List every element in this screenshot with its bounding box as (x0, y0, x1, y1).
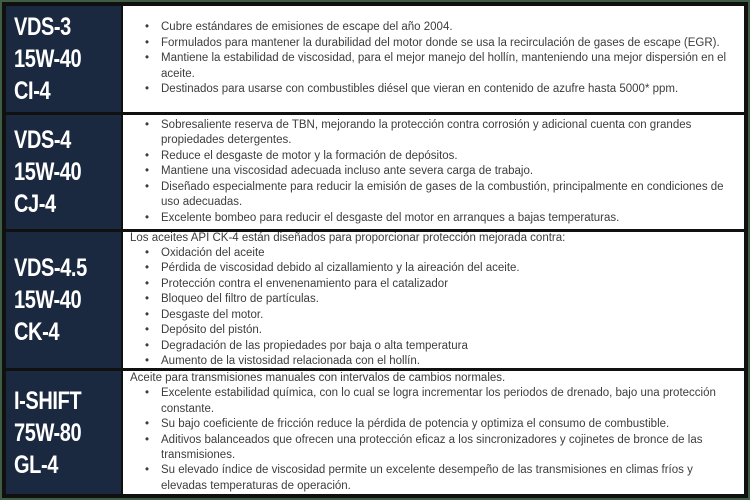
product-cell-ishift (6, 371, 123, 494)
bullet-item: • Mantiene una viscosidad adecuada incluso ante severa carga de trabajo. (130, 164, 734, 179)
bullet-item: • Destinados para usarse con combustibles diésel que vieran en contenido de azufre hasta 5000* ppm. (130, 82, 734, 97)
table-row-vds3 (6, 6, 744, 115)
product-label-line: 15W-40 (14, 158, 82, 186)
bullet-item: • Excelente estabilidad química, con lo cual se logra incrementar los periodos de drenado, bajo una protección constante. (130, 386, 734, 417)
bullet-item: • Desgaste del motor. (130, 308, 734, 323)
bullet-item: • Protección contra el envenenamiento para el catalizador (130, 277, 734, 292)
bullet-item: • Depósito del pistón. (130, 323, 734, 338)
bullet-item: • Mantiene la estabilidad de viscosidad, para el mejor manejo del hollín, manteniendo una mejor dispersión en el aceite. (130, 51, 734, 82)
product-label-line: 15W-40 (14, 45, 82, 73)
product-cell-vds4 (6, 115, 123, 229)
bullet-item: • Su elevado índice de viscosidad permite un excelente desempeño de las transmisiones en climas fríos y elevadas temperaturas de operación. (130, 463, 734, 494)
product-label-line: VDS-3 (14, 13, 71, 41)
bullet-list (130, 386, 734, 494)
product-label-line: CK-4 (14, 318, 60, 346)
description-cell-ishift (123, 371, 744, 494)
bullet-item: • Aditivos balanceados que ofrecen una protección eficaz a los sincronizadores y cojinetes de bronce de las transmisiones. (130, 433, 734, 464)
bullet-list (130, 246, 734, 369)
bullet-item: • Pérdida de viscosidad debido al cizallamiento y la aireación del aceite. (130, 261, 734, 276)
product-label-line: VDS-4 (14, 126, 71, 154)
row-intro: Los aceites API CK-4 están diseñados para proporcionar protección mejorada contra: (130, 232, 566, 244)
description-cell-vds45 (123, 232, 744, 368)
bullet-item: • Aumento de la vistosidad relacionada con el hollín. (130, 354, 734, 369)
description-cell-vds3 (123, 6, 744, 112)
bullet-item: • Oxidación del aceite (130, 246, 734, 261)
product-label-line: CI-4 (14, 77, 51, 105)
product-label-line: I-SHIFT (14, 386, 82, 415)
table-row-vds4 (6, 115, 744, 232)
product-label-line: CJ-4 (14, 190, 56, 218)
description-cell-vds4 (123, 115, 744, 229)
bullet-item: • Sobresaliente reserva de TBN, mejorando la protección contra corrosión y adicional cuenta con grandes propiedades detergentes. (130, 118, 734, 149)
bullet-list (130, 118, 734, 226)
bullet-item: • Degradación de las propiedades por baja o alta temperatura (130, 339, 734, 354)
table-row-vds45 (6, 232, 744, 371)
row-intro: Aceite para transmisiones manuales con intervalos de cambios normales. (130, 371, 506, 384)
bullet-item: • Formulados para mantener la durabilidad del motor donde se usa la recirculación de gases de escape (EGR). (130, 36, 734, 51)
bullet-item: • Diseñado especialmente para reducir la emisión de gases de la combustión, principalmente en condiciones de uso adecuadas. (130, 180, 734, 211)
product-label-line: 75W-80 (14, 418, 82, 447)
bullet-item: • Bloqueo del filtro de partículas. (130, 292, 734, 307)
bullet-item: • Cubre estándares de emisiones de escape del año 2004. (130, 20, 734, 35)
product-cell-vds45 (6, 232, 123, 368)
bullet-list (130, 20, 734, 97)
table-row-ishift (6, 371, 744, 494)
bullet-item: • Reduce el desgaste de motor y la formación de depósitos. (130, 149, 734, 164)
bullet-item: • Excelente bombeo para reducir el desgaste del motor en arranques a bajas temperaturas. (130, 211, 734, 226)
bullet-item: • Su bajo coeficiente de fricción reduce la pérdida de potencia y optimiza el consumo de combustible. (130, 417, 734, 432)
product-label-line: 15W-40 (14, 286, 82, 314)
product-cell-vds3 (6, 6, 123, 112)
table-inner (2, 2, 748, 498)
product-label-line: VDS-4.5 (14, 254, 87, 282)
product-label-line: GL-4 (14, 450, 58, 479)
